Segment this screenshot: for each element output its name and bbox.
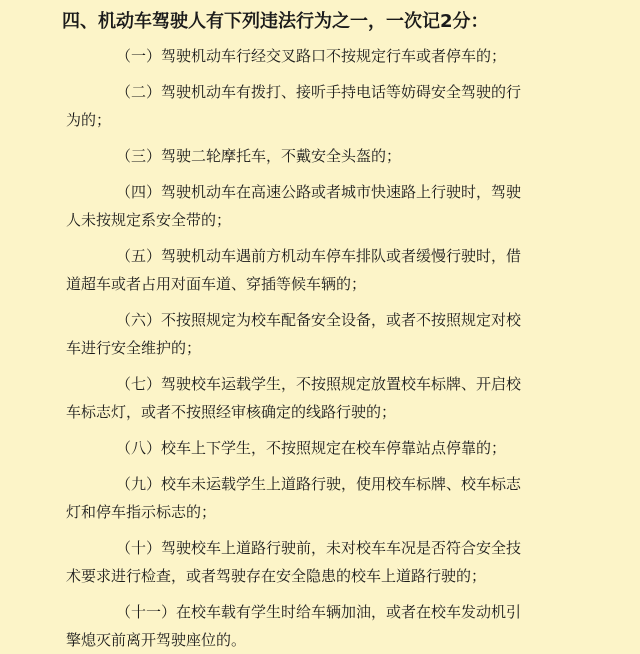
violation-item	[66, 42, 614, 70]
violation-item-text-continued: 车标志灯，或者不按照经审核确定的线路行驶的；	[66, 403, 397, 421]
violation-item	[66, 598, 614, 654]
violation-item	[66, 306, 614, 362]
violation-item-text: （六）不按照规定为校车配备安全设备，或者不按照规定对校	[116, 311, 522, 329]
violation-item-text-continued: 擎熄灭前离开驾驶座位的。	[66, 631, 247, 649]
violation-item-text-continued: 车进行安全维护的；	[66, 339, 202, 357]
violation-item	[66, 470, 614, 526]
violation-item-text: （三）驾驶二轮摩托车，不戴安全头盔的；	[116, 147, 402, 165]
violation-item-text: （二）驾驶机动车有拨打、接听手持电话等妨碍安全驾驶的行	[116, 83, 522, 101]
violation-item	[66, 142, 614, 170]
violation-item-text: （十）驾驶校车上道路行驶前，未对校车车况是否符合安全技	[116, 539, 522, 557]
violation-item-text: （八）校车上下学生，不按照规定在校车停靠站点停靠的；	[116, 439, 507, 457]
violation-item-text-continued: 灯和停车指示标志的；	[66, 503, 217, 521]
section-heading: 四、机动车驾驶人有下列违法行为之一，一次记2分：	[62, 11, 489, 32]
violation-item-text: （七）驾驶校车运载学生，不按照规定放置校车标牌、开启校	[116, 375, 522, 393]
violation-item-text-continued: 道超车或者占用对面车道、穿插等候车辆的；	[66, 275, 367, 293]
violation-item	[66, 434, 614, 462]
violation-item-text: （九）校车未运载学生上道路行驶，使用校车标牌、校车标志	[116, 475, 522, 493]
violation-item	[66, 178, 614, 234]
violation-item-text: （五）驾驶机动车遇前方机动车停车排队或者缓慢行驶时，借	[116, 247, 522, 265]
violation-item-text: （十一）在校车载有学生时给车辆加油，或者在校车发动机引	[116, 603, 522, 621]
violation-item	[66, 534, 614, 590]
violation-item-text: （一）驾驶机动车行经交叉路口不按规定行车或者停车的；	[116, 47, 507, 65]
violation-item	[66, 370, 614, 426]
violation-list	[66, 42, 614, 654]
violation-item-text-continued: 为的；	[66, 111, 112, 129]
violation-item-text-continued: 人未按规定系安全带的；	[66, 211, 232, 229]
violation-item	[66, 78, 614, 134]
violation-item-text-continued: 术要求进行检查，或者驾驶存在安全隐患的校车上道路行驶的；	[66, 567, 487, 585]
violation-item	[66, 242, 614, 298]
violation-item-text: （四）驾驶机动车在高速公路或者城市快速路上行驶时，驾驶	[116, 183, 522, 201]
